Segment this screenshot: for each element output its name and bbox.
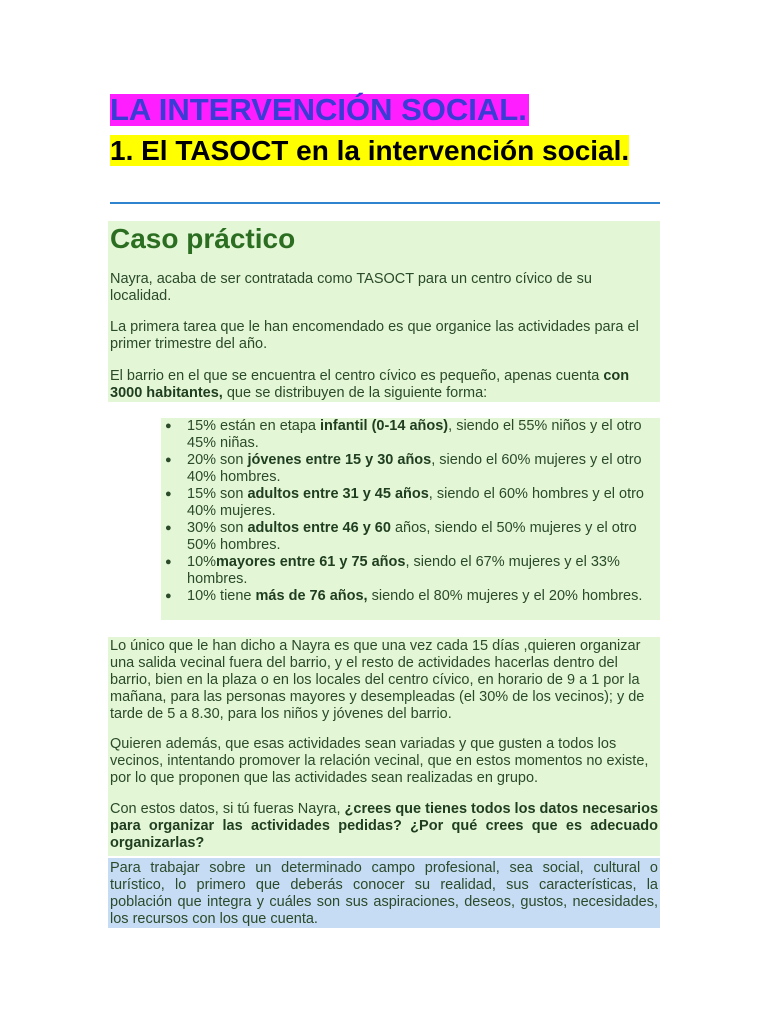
case-paragraph-1: Nayra, acaba de ser contratada como TASOCT para un centro cívico de su localidad. [110, 271, 592, 304]
list-item-pre: 15% son [187, 486, 248, 502]
list-item-bold: más de 76 años, [255, 588, 368, 604]
list-item-bold: adultos entre 46 y 60 [247, 520, 391, 536]
bullet-icon: ● [165, 522, 172, 534]
bullet-icon: ● [165, 556, 172, 568]
list-item-pre: 30% son [187, 520, 248, 536]
list-item-post: siendo el 80% mujeres y el 20% hombres. [367, 588, 643, 604]
note-text: Para trabajar sobre un determinado campo profesional, sea social, cultural o turístico, lo primero que deberás conocer su realidad, sus características, la población que integra y cuáles son sus aspiraciones, deseos, gustos, necesidades, los recursos con los que cuenta. [110, 860, 658, 927]
details-question-bold: ¿crees que tienes todos los datos necesarios para organizar las actividades pedidas? ¿Por qué crees que es adecuado organizarlas? [110, 801, 659, 851]
details-paragraph-2: Quieren además, que esas actividades sean variadas y que gusten a todos los vecinos, intentando promover la relación vecinal, que en estos momentos no existe, por lo que proponen que las actividades sean realizadas en grupo. [110, 736, 649, 786]
list-item-post: años, siendo el 50% mujeres y el otro 50% hombres. [187, 520, 637, 553]
population-list-box [161, 418, 660, 620]
list-item [161, 452, 660, 486]
case-intro-box [108, 221, 660, 402]
list-item [161, 588, 660, 605]
case-heading: Caso práctico [110, 223, 296, 254]
case-paragraph-3-b: con 3000 habitantes, [110, 368, 630, 401]
list-item-bold: jóvenes entre 15 y 30 años [247, 452, 432, 468]
case-paragraph-3-a: El barrio en el que se encuentra el centro cívico es pequeño, apenas cuenta [110, 368, 604, 384]
case-paragraph-2: La primera tarea que le han encomendado es que organice las actividades para el primer trimestre del año. [110, 319, 639, 352]
bullet-icon: ● [165, 590, 172, 602]
list-item-pre: 20% son [187, 452, 248, 468]
list-item-bold: mayores entre 61 y 75 años [216, 554, 406, 570]
bullet-icon: ● [165, 420, 172, 432]
list-item [161, 486, 660, 520]
list-item-post: , siendo el 55% niños y el otro 45% niñas. [187, 418, 642, 451]
section-divider [110, 202, 660, 204]
list-item [161, 418, 660, 452]
list-item-pre: 10% [187, 554, 217, 570]
case-paragraph-3 [110, 368, 650, 402]
bullet-icon: ● [165, 454, 172, 466]
details-paragraph-1: Lo único que le han dicho a Nayra es que una vez cada 15 días ,quieren organizar una salida vecinal fuera del barrio, y el resto de actividades hacerlas dentro del barrio, bien en la plaza o en los locales del centro cívico, en horario de 9 a 1 por la mañana, para las personas mayores y desempleadas (el 30% de los vecinos); y de tarde de 5 a 8.30, para los niños y jóvenes del barrio. [110, 638, 645, 722]
list-item [161, 554, 660, 588]
list-item-post: , siendo el 60% hombres y el otro 40% mujeres. [187, 486, 644, 519]
list-item-bold: adultos entre 31 y 45 años [247, 486, 429, 502]
list-item-post: , siendo el 60% mujeres y el otro 40% hombres. [187, 452, 642, 485]
section-subtitle-text: 1. El TASOCT en la intervención social. [110, 135, 630, 166]
bullet-icon: ● [165, 488, 172, 500]
section-subtitle [110, 134, 662, 168]
list-item-bold: infantil (0-14 años) [320, 418, 449, 434]
details-question-lead: Con estos datos, si tú fueras Nayra, [110, 801, 345, 817]
list-item [161, 520, 660, 554]
list-item-post: , siendo el 67% mujeres y el 33% hombres. [187, 554, 620, 587]
case-paragraph-3-c: que se distribuyen de la siguiente forma: [222, 385, 488, 401]
list-item-pre: 10% tiene [187, 588, 256, 604]
population-list [161, 418, 660, 605]
case-details-box [108, 637, 660, 856]
details-question [110, 801, 658, 852]
list-item-pre: 15% están en etapa [187, 418, 321, 434]
page-title: LA INTERVENCIÓN SOCIAL. [110, 92, 527, 127]
note-box [108, 858, 660, 928]
